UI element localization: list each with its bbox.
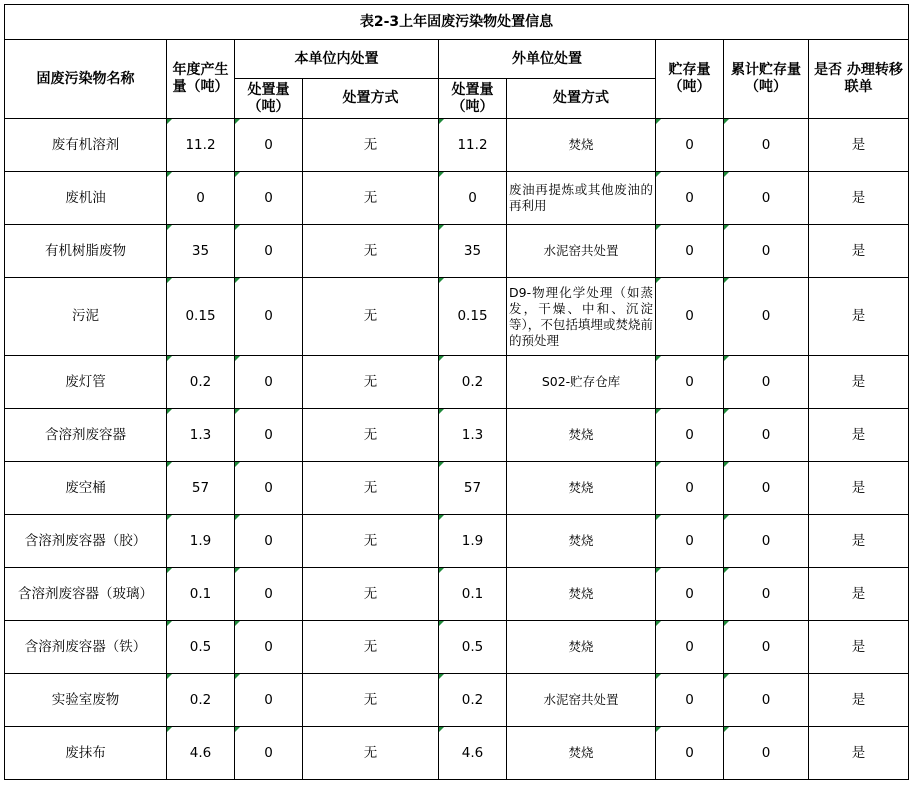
cell-waste-name: 废有机溶剂	[5, 119, 167, 172]
cell-annual-amount: 0	[167, 172, 235, 225]
cell-internal-method: 无	[303, 515, 439, 568]
cell-internal-qty: 0	[235, 356, 303, 409]
cell-external-method: 焚烧	[507, 462, 656, 515]
cell-storage: 0	[656, 119, 724, 172]
cell-annual-amount: 35	[167, 225, 235, 278]
cell-cumulative-storage: 0	[724, 674, 809, 727]
cell-waste-name: 含溶剂废容器（玻璃）	[5, 568, 167, 621]
cell-cumulative-storage: 0	[724, 172, 809, 225]
cell-external-qty: 0.1	[439, 568, 507, 621]
cell-annual-amount: 57	[167, 462, 235, 515]
cell-annual-amount: 0.5	[167, 621, 235, 674]
cell-external-method: 焚烧	[507, 568, 656, 621]
cell-external-qty: 0.2	[439, 674, 507, 727]
cell-annual-amount: 0.1	[167, 568, 235, 621]
cell-external-method: D9-物理化学处理（如蒸发，干燥、中和、沉淀等），不包括填埋或焚烧前的预处理	[507, 278, 656, 356]
cell-storage: 0	[656, 356, 724, 409]
cell-storage: 0	[656, 462, 724, 515]
cell-annual-amount: 1.3	[167, 409, 235, 462]
cell-external-qty: 0.15	[439, 278, 507, 356]
cell-internal-qty: 0	[235, 515, 303, 568]
cell-waste-name: 废抹布	[5, 727, 167, 780]
cell-cumulative-storage: 0	[724, 409, 809, 462]
waste-disposal-sheet	[4, 4, 908, 780]
cell-storage: 0	[656, 674, 724, 727]
cell-internal-qty: 0	[235, 278, 303, 356]
cell-cumulative-storage: 0	[724, 515, 809, 568]
cell-storage: 0	[656, 409, 724, 462]
cell-transfer-manifest: 是	[809, 674, 909, 727]
cell-internal-qty: 0	[235, 674, 303, 727]
cell-internal-method: 无	[303, 727, 439, 780]
cell-annual-amount: 4.6	[167, 727, 235, 780]
cell-internal-qty: 0	[235, 172, 303, 225]
header-annual-amount: 年度产生量（吨）	[167, 40, 235, 119]
cell-cumulative-storage: 0	[724, 621, 809, 674]
cell-external-method: 焚烧	[507, 727, 656, 780]
cell-waste-name: 废机油	[5, 172, 167, 225]
cell-external-qty: 0.2	[439, 356, 507, 409]
cell-external-method: S02-贮存仓库	[507, 356, 656, 409]
cell-external-qty: 57	[439, 462, 507, 515]
cell-internal-method: 无	[303, 356, 439, 409]
cell-annual-amount: 11.2	[167, 119, 235, 172]
table-row	[5, 621, 909, 674]
table-row	[5, 727, 909, 780]
header-internal-disposal: 本单位内处置	[235, 40, 439, 79]
cell-external-qty: 35	[439, 225, 507, 278]
header-cumulative-storage: 累计贮存量（吨）	[724, 40, 809, 119]
table-row	[5, 225, 909, 278]
header-transfer-manifest: 是否 办理转移联单	[809, 40, 909, 119]
header-storage: 贮存量（吨）	[656, 40, 724, 119]
cell-internal-method: 无	[303, 278, 439, 356]
table-row	[5, 674, 909, 727]
cell-external-method: 焚烧	[507, 621, 656, 674]
waste-disposal-table	[4, 4, 909, 780]
cell-annual-amount: 0.15	[167, 278, 235, 356]
header-internal-qty: 处置量（吨）	[235, 79, 303, 119]
cell-external-qty: 4.6	[439, 727, 507, 780]
cell-waste-name: 废灯管	[5, 356, 167, 409]
cell-storage: 0	[656, 172, 724, 225]
cell-transfer-manifest: 是	[809, 568, 909, 621]
cell-internal-method: 无	[303, 119, 439, 172]
cell-cumulative-storage: 0	[724, 356, 809, 409]
cell-internal-method: 无	[303, 621, 439, 674]
cell-cumulative-storage: 0	[724, 119, 809, 172]
cell-storage: 0	[656, 621, 724, 674]
cell-cumulative-storage: 0	[724, 568, 809, 621]
cell-transfer-manifest: 是	[809, 515, 909, 568]
cell-storage: 0	[656, 278, 724, 356]
cell-external-qty: 1.9	[439, 515, 507, 568]
cell-internal-qty: 0	[235, 119, 303, 172]
table-row	[5, 568, 909, 621]
cell-waste-name: 废空桶	[5, 462, 167, 515]
cell-waste-name: 实验室废物	[5, 674, 167, 727]
cell-external-method: 焚烧	[507, 119, 656, 172]
cell-external-method: 废油再提炼或其他废油的再利用	[507, 172, 656, 225]
cell-cumulative-storage: 0	[724, 727, 809, 780]
cell-transfer-manifest: 是	[809, 462, 909, 515]
cell-external-method: 焚烧	[507, 515, 656, 568]
cell-transfer-manifest: 是	[809, 172, 909, 225]
cell-internal-qty: 0	[235, 621, 303, 674]
cell-transfer-manifest: 是	[809, 356, 909, 409]
cell-internal-method: 无	[303, 172, 439, 225]
cell-internal-qty: 0	[235, 409, 303, 462]
table-row	[5, 278, 909, 356]
cell-internal-method: 无	[303, 674, 439, 727]
cell-internal-qty: 0	[235, 225, 303, 278]
cell-internal-qty: 0	[235, 568, 303, 621]
table-title: 表2-3上年固废污染物处置信息	[5, 5, 909, 40]
cell-storage: 0	[656, 225, 724, 278]
header-waste-name: 固废污染物名称	[5, 40, 167, 119]
table-row	[5, 356, 909, 409]
cell-storage: 0	[656, 568, 724, 621]
cell-transfer-manifest: 是	[809, 278, 909, 356]
cell-external-qty: 11.2	[439, 119, 507, 172]
cell-waste-name: 含溶剂废容器	[5, 409, 167, 462]
cell-internal-method: 无	[303, 409, 439, 462]
header-external-qty: 处置量（吨）	[439, 79, 507, 119]
cell-internal-method: 无	[303, 462, 439, 515]
cell-internal-method: 无	[303, 568, 439, 621]
table-row	[5, 462, 909, 515]
cell-external-qty: 0	[439, 172, 507, 225]
cell-cumulative-storage: 0	[724, 462, 809, 515]
cell-external-method: 水泥窑共处置	[507, 674, 656, 727]
cell-transfer-manifest: 是	[809, 409, 909, 462]
cell-cumulative-storage: 0	[724, 278, 809, 356]
header-external-method: 处置方式	[507, 79, 656, 119]
cell-waste-name: 有机树脂废物	[5, 225, 167, 278]
cell-transfer-manifest: 是	[809, 225, 909, 278]
cell-cumulative-storage: 0	[724, 225, 809, 278]
cell-external-method: 水泥窑共处置	[507, 225, 656, 278]
table-row	[5, 119, 909, 172]
cell-external-qty: 0.5	[439, 621, 507, 674]
cell-internal-qty: 0	[235, 727, 303, 780]
cell-external-qty: 1.3	[439, 409, 507, 462]
table-row	[5, 515, 909, 568]
cell-annual-amount: 0.2	[167, 356, 235, 409]
cell-waste-name: 污泥	[5, 278, 167, 356]
header-external-disposal: 外单位处置	[439, 40, 656, 79]
cell-storage: 0	[656, 515, 724, 568]
header-internal-method: 处置方式	[303, 79, 439, 119]
cell-waste-name: 含溶剂废容器（铁）	[5, 621, 167, 674]
cell-annual-amount: 1.9	[167, 515, 235, 568]
table-row	[5, 409, 909, 462]
cell-transfer-manifest: 是	[809, 727, 909, 780]
cell-transfer-manifest: 是	[809, 621, 909, 674]
cell-internal-qty: 0	[235, 462, 303, 515]
cell-storage: 0	[656, 727, 724, 780]
cell-waste-name: 含溶剂废容器（胶）	[5, 515, 167, 568]
table-row	[5, 172, 909, 225]
cell-internal-method: 无	[303, 225, 439, 278]
cell-annual-amount: 0.2	[167, 674, 235, 727]
cell-transfer-manifest: 是	[809, 119, 909, 172]
cell-external-method: 焚烧	[507, 409, 656, 462]
